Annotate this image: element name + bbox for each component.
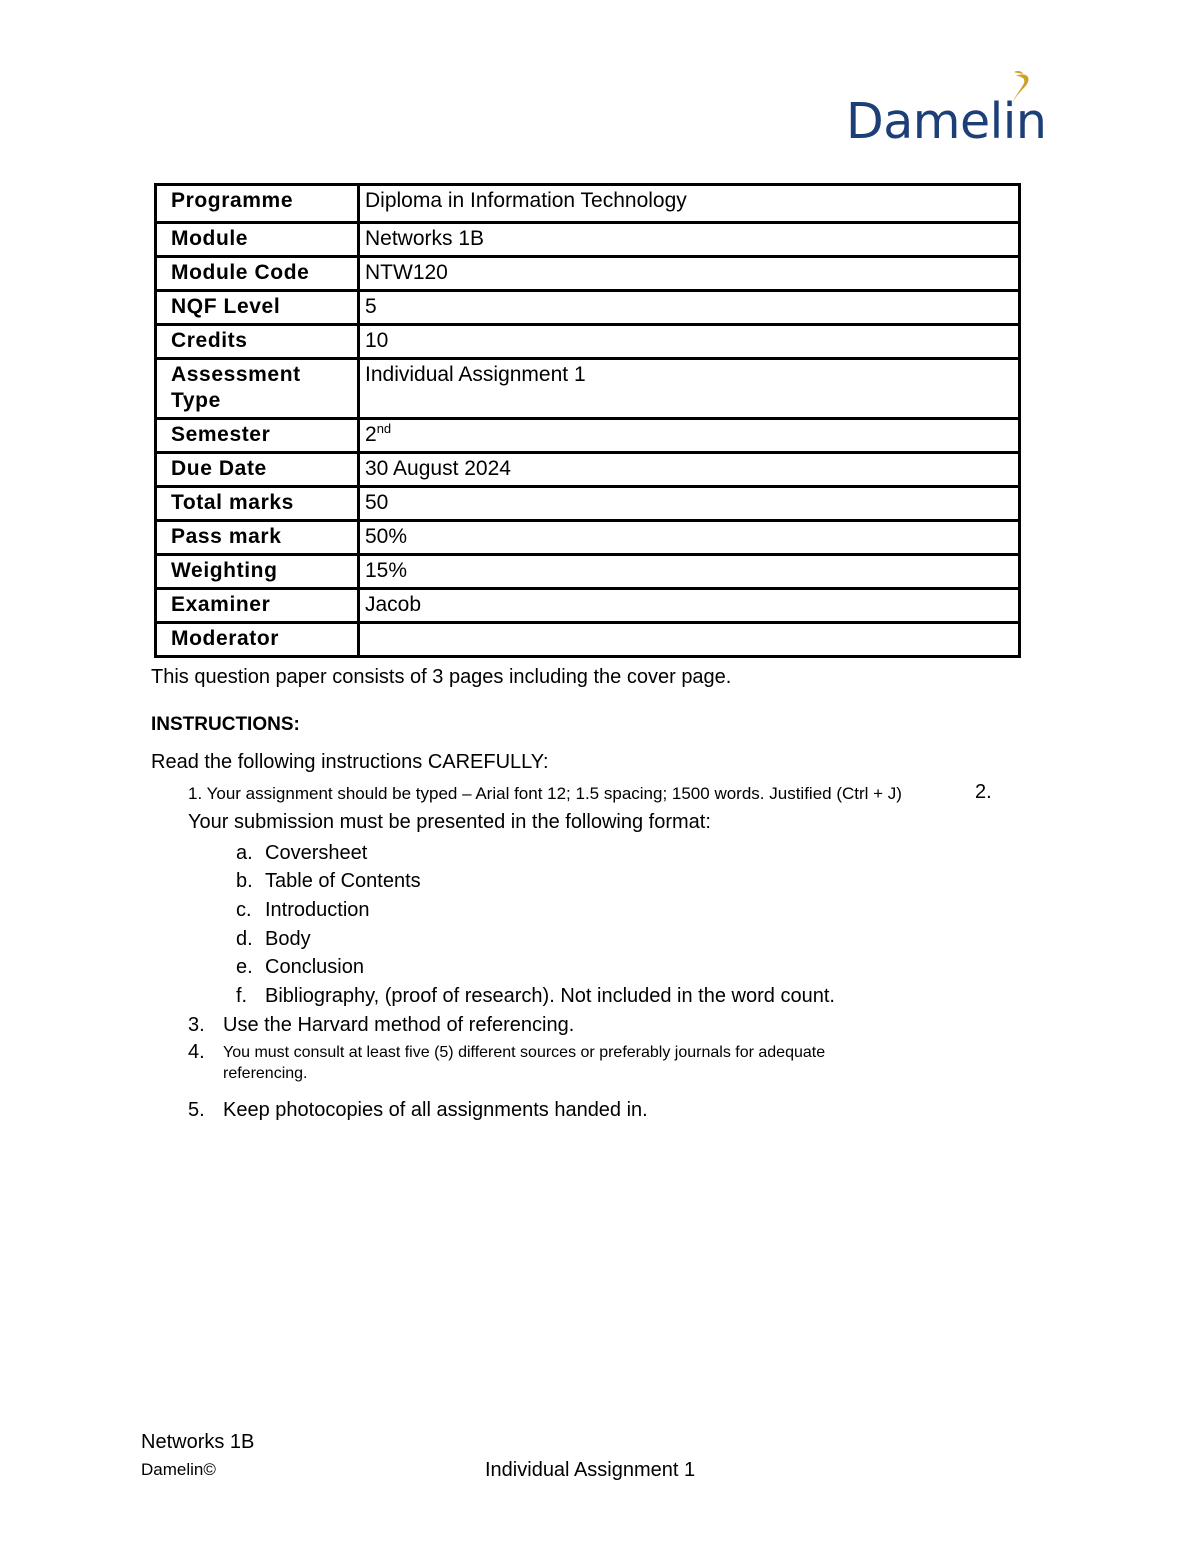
table-row — [156, 257, 1020, 291]
value-credits: 10 — [359, 325, 1020, 359]
assignment-info-table — [154, 183, 1021, 658]
instruction-item-4-line-2: referencing. — [223, 1065, 308, 1082]
list-marker: f. — [236, 985, 248, 1007]
label-programme: Programme — [156, 185, 359, 223]
footer-assignment-title: Individual Assignment 1 — [485, 1459, 696, 1481]
list-item-text: Table of Contents — [265, 870, 421, 892]
list-item-text: Introduction — [265, 899, 370, 921]
item-3-text: Use the Harvard method of referencing. — [223, 1014, 575, 1036]
table-row — [156, 291, 1020, 325]
semester-ordinal-suffix: nd — [376, 421, 392, 436]
label-total-marks: Total marks — [156, 487, 359, 521]
table-row — [156, 521, 1020, 555]
label-credits: Credits — [156, 325, 359, 359]
format-line: Your submission must be presented in the following format: — [188, 811, 711, 833]
format-item-table-of-contents — [236, 869, 421, 893]
table-row — [156, 487, 1020, 521]
value-programme: Diploma in Information Technology — [359, 185, 1020, 223]
list-marker: 5. — [188, 1099, 205, 1121]
item-5-text: Keep photocopies of all assignments handed in. — [223, 1099, 648, 1121]
logo-wordmark: Damelin — [846, 93, 1047, 150]
label-pass-mark: Pass mark — [156, 521, 359, 555]
instruction-item-1 — [188, 782, 902, 806]
table-row — [156, 555, 1020, 589]
label-nqf-level: NQF Level — [156, 291, 359, 325]
table-row — [156, 359, 1020, 419]
page-count-note: This question paper consists of 3 pages including the cover page. — [151, 666, 732, 688]
instruction-item-4-marker: 4. — [188, 1041, 205, 1063]
list-marker: b. — [236, 870, 253, 892]
format-item-bibliography — [236, 984, 835, 1008]
list-marker: e. — [236, 956, 253, 978]
value-semester — [359, 419, 1020, 453]
instruction-item-3 — [188, 1013, 574, 1037]
item-1-text: Your assignment should be typed – Arial font 12; 1.5 spacing; 1500 words. Justified (Ctrl + J) — [206, 784, 902, 803]
label-semester: Semester — [156, 419, 359, 453]
value-module: Networks 1B — [359, 223, 1020, 257]
list-marker: a. — [236, 842, 253, 864]
table-row — [156, 419, 1020, 453]
label-module-code: Module Code — [156, 257, 359, 291]
value-due-date: 30 August 2024 — [359, 453, 1020, 487]
list-marker: c. — [236, 899, 252, 921]
table-row — [156, 623, 1020, 657]
label-due-date: Due Date — [156, 453, 359, 487]
label-weighting: Weighting — [156, 555, 359, 589]
instruction-item-2-marker: 2. — [975, 781, 992, 803]
instruction-item-4-line-1: You must consult at least five (5) different sources or preferably journals for adequate — [223, 1044, 826, 1061]
list-item-text: Body — [265, 928, 311, 950]
format-item-body — [236, 927, 311, 951]
semester-number: 2 — [365, 423, 377, 446]
label-module: Module — [156, 223, 359, 257]
value-assessment-type: Individual Assignment 1 — [359, 359, 1020, 419]
table-row — [156, 453, 1020, 487]
format-item-introduction — [236, 898, 370, 922]
list-item-text: Conclusion — [265, 956, 364, 978]
damelin-logo — [846, 70, 1066, 154]
format-item-coversheet — [236, 841, 367, 865]
list-marker: 3. — [188, 1014, 205, 1036]
label-examiner: Examiner — [156, 589, 359, 623]
value-total-marks: 50 — [359, 487, 1020, 521]
footer-copyright: Damelin© — [141, 1460, 216, 1479]
instruction-item-5 — [188, 1098, 648, 1122]
list-marker: d. — [236, 928, 253, 950]
value-module-code: NTW120 — [359, 257, 1020, 291]
value-examiner: Jacob — [359, 589, 1020, 623]
list-item-text: Bibliography, (proof of research). Not included in the word count. — [265, 985, 835, 1007]
value-moderator — [359, 623, 1020, 657]
instructions-intro: Read the following instructions CAREFULLY: — [151, 751, 549, 773]
format-item-conclusion — [236, 955, 364, 979]
table-row — [156, 223, 1020, 257]
label-assessment-type: Assessment Type — [156, 359, 359, 419]
instructions-heading: INSTRUCTIONS: — [151, 714, 300, 735]
value-weighting: 15% — [359, 555, 1020, 589]
list-item-text: Coversheet — [265, 842, 368, 864]
value-nqf-level: 5 — [359, 291, 1020, 325]
table-row — [156, 325, 1020, 359]
table-row — [156, 185, 1020, 223]
item-1-marker: 1. — [188, 784, 203, 803]
value-pass-mark: 50% — [359, 521, 1020, 555]
footer-module-name: Networks 1B — [141, 1431, 255, 1453]
label-moderator: Moderator — [156, 623, 359, 657]
table-row — [156, 589, 1020, 623]
